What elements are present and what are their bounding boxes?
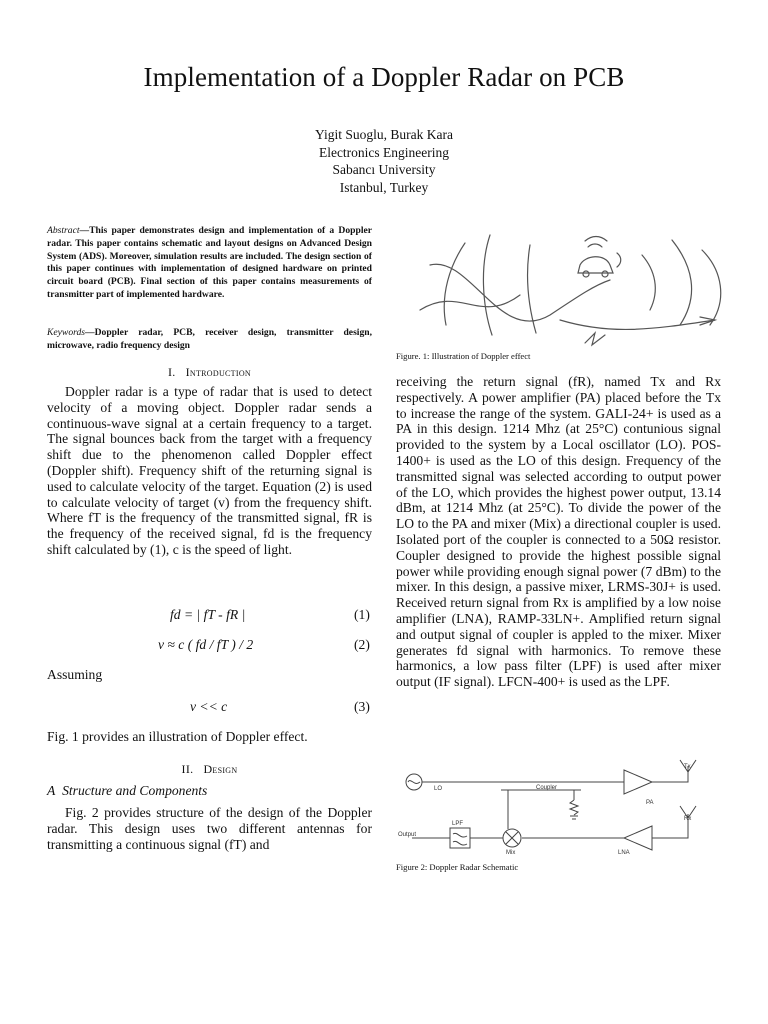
equation-3-number: (3) (354, 699, 370, 714)
keywords-text: —Doppler radar, PCB, receiver design, transmitter design, microwave, radio frequency design (47, 327, 372, 351)
section-heading-introduction: I. Introduction (168, 365, 251, 379)
subsection-heading: A Structure and Components (47, 783, 208, 798)
equation-2-number: (2) (354, 637, 370, 652)
lna-icon (624, 826, 652, 850)
design-paragraph-continued: receiving the return signal (fR), named Tx and Rx respectively. A power amplifier (PA) placed before the Tx to increase the range of the system. GALI-24+ is used as a PA in this design. 1214 Mhz (at 25°C) contunious signal provided to the system by a Local oscillator (LO). POS-1400+ is used as the LO of this design. Frequency of the transmitted signal was selected according to output power of the LO, which provides the highest power output, 13.14 dBm, at 1214 Mhz (at 25°C). To divide the power of the LO to the PA and mixer (Mix) a directional coupler is used. Isolated port of the coupler is connected to a 50Ω resistor. Coupler designed to provide the highest possible signal power while providing enough signal power (7 dBm) to the mixer. In this design, a passive mixer, LRMS-30J+ is used. Received return signal from Rx is amplified by a low noise amplifier (LNA), RAMP-33LN+. Amplified return signal and output signal of coupler is appled to the mixer. Mixer generates fd signal with harmonics. To remove these harmonics, a low pass filter (LPF) is used after mixer output (IF signal). LFCN-400+ is used as the LPF. (396, 374, 721, 690)
figure-1-caption: Figure. 1: Illustration of Doppler effect (396, 351, 531, 361)
label-output: Output (398, 832, 417, 838)
doppler-effect-sketch (410, 225, 730, 350)
fig1-reference: Fig. 1 provides an illustration of Doppler effect. (47, 729, 308, 744)
equation-2: v ≈ c ( fd / fT ) / 2 (158, 637, 254, 652)
equation-1: fd = | fT - fR | (170, 607, 246, 622)
section-heading-design: II. Design (181, 762, 238, 776)
author-city: Istanbul, Turkey (339, 179, 429, 195)
intro-paragraph: Doppler radar is a type of radar that is used to detect velocity of a moving object. Doppler radar sends a continuous-wave signal at a certain frequency to a target. The signal bounces back from the target with a frequency shift due to the phenomenon called Doppler effect (Doppler shift). Frequency shift of the returning signal is used to calculate velocity of the target. Equation (2) is used to calculate velocity of target (v) from the frequency shift. Where fT is the frequency of the transmitted signal, fR is the frequency of the received signal, fd is the frequency shift calculated by (1), c is the speed of light. (47, 384, 372, 557)
doppler-radar-schematic (396, 758, 726, 858)
label-lo: LO (434, 786, 443, 792)
abstract-label: Abstract (47, 225, 80, 236)
equation-3: v << c (190, 699, 228, 714)
pa-icon (624, 770, 652, 794)
label-mix: Mix (506, 850, 516, 856)
author-names: Yigit Suoglu, Burak Kara (315, 127, 453, 142)
keywords-label: Keywords (47, 327, 86, 338)
author-university: Sabancı University (332, 162, 436, 177)
label-rx: Rx (684, 816, 692, 822)
label-pa: PA (646, 800, 654, 806)
design-paragraph: Fig. 2 provides structure of the design of the Doppler radar. This design uses two different antennas for transmitting a continuous signal (fT) and (47, 805, 372, 852)
label-lna: LNA (618, 850, 630, 856)
label-tx: Tx (684, 764, 691, 770)
lpf-icon (450, 828, 470, 848)
abstract (47, 225, 372, 302)
author-block (0, 126, 768, 196)
author-department: Electronics Engineering (318, 144, 450, 160)
keywords (47, 327, 372, 353)
assuming-text: Assuming (47, 667, 103, 682)
abstract-text: —This paper demonstrates design and implementation of a Doppler radar. This paper contains schematic and layout designs on Advanced Design System (ADS). Moreover, simulation results are included. The design section of this paper continues with implementation of designed hardware on printed circuit board (PCB). Final section of this paper contains measurements of transmitter part of implemented hardware. (47, 225, 372, 300)
label-lpf: LPF (452, 821, 464, 827)
figure-1 (410, 225, 730, 350)
label-coupler: Coupler (536, 785, 558, 791)
figure-2 (396, 758, 726, 858)
paper-title: Implementation of a Doppler Radar on PCB (143, 62, 625, 92)
equation-1-number: (1) (354, 607, 370, 622)
figure-2-caption: Figure 2: Doppler Radar Schematic (396, 862, 519, 872)
